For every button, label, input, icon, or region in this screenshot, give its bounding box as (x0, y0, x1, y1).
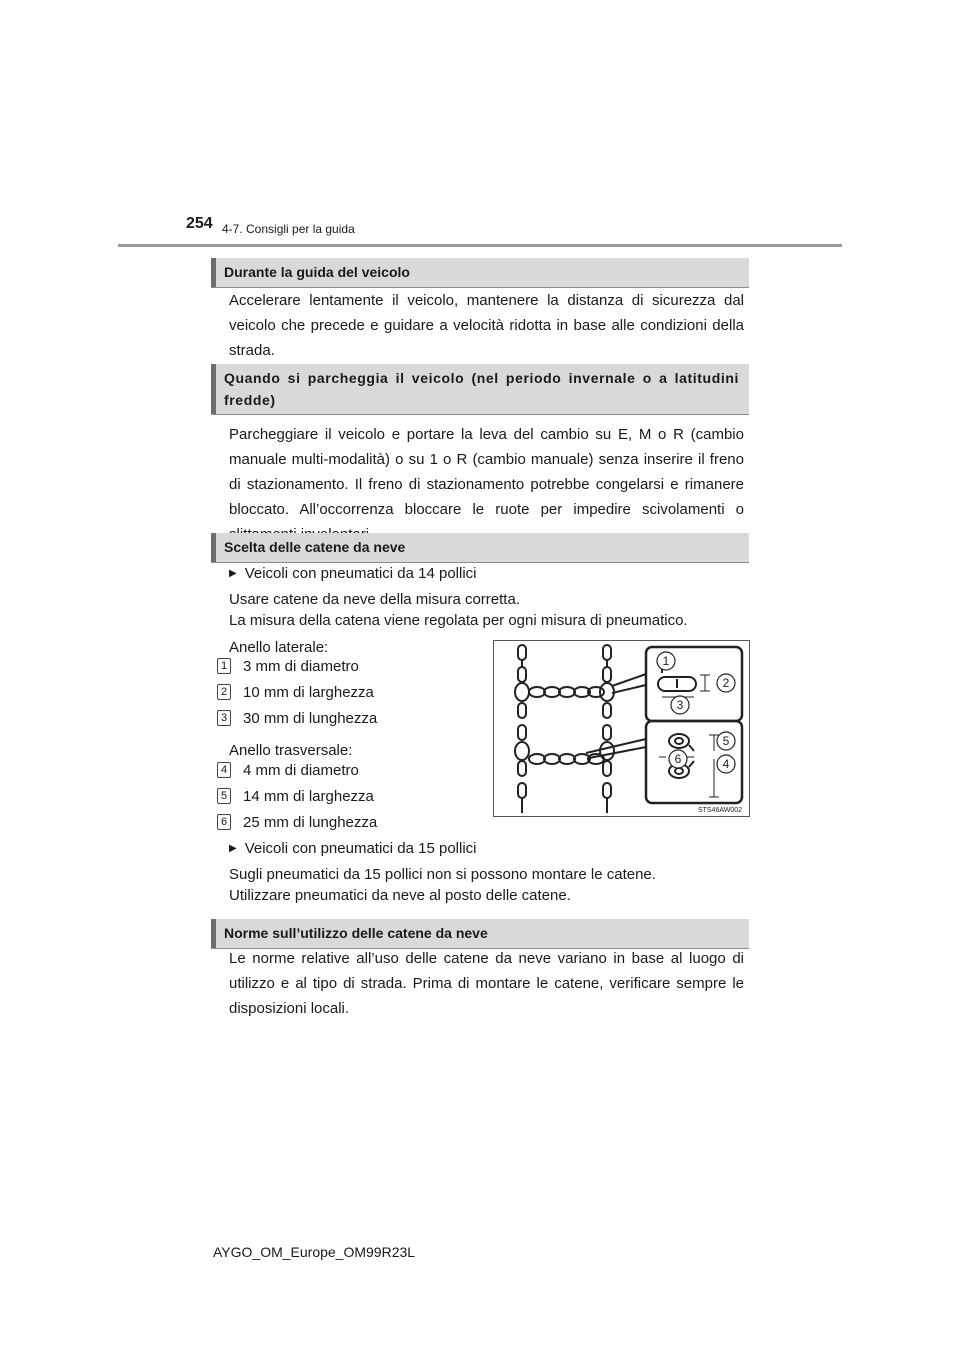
section-body-parking: Parcheggiare il veicolo e portare la leva del cambio su E, M o R (cambio manuale multi-modalità) o su 1 o R (cambio manuale) senza inserire il freno di stazionamento. Il freno di stazionamento potrebbe congelarsi e rimanere bloccato. All’occorrenza bloccare le ruote per impedire scivolamenti o (229, 426, 744, 518)
snow-chain-figure (493, 640, 750, 817)
callout-badge-2: 2 (217, 684, 231, 700)
bullet-14-inch (229, 563, 477, 584)
section-heading-parking: Quando si parcheggia il veicolo (nel periodo invernale o a latitudini fredde) (211, 364, 749, 415)
callout-badge-6: 6 (217, 814, 231, 830)
bullet-15-text: Veicoli con pneumatici da 15 pollici (244, 840, 477, 857)
section-heading-driving: Durante la guida del veicolo (211, 258, 749, 288)
side-ring-length: 30 mm di lunghezza (243, 710, 378, 727)
section-path: 4-7. Consigli per la guida (222, 222, 355, 236)
figure-callout-1: 1 (662, 654, 670, 668)
snow-chain-illustration (494, 641, 749, 816)
text-15-line-1: Sugli pneumatici da 15 pollici non si possono montare le catene. (229, 866, 656, 883)
cross-ring-label: Anello trasversale: (229, 742, 353, 759)
callout-badge-1: 1 (217, 658, 231, 674)
section-heading-chain-rules: Norme sull’utilizzo delle catene da neve (211, 919, 749, 949)
bullet-14-text: Veicoli con pneumatici da 14 pollici (244, 565, 477, 582)
text-14-line-2: La misura della catena viene regolata per ogni misura di pneumatico. (229, 612, 688, 629)
triangle-bullet-icon: ▶ (229, 568, 237, 579)
cross-ring-width: 14 mm di larghezza (243, 788, 374, 805)
callout-badge-3: 3 (217, 710, 231, 726)
callout-badge-4: 4 (217, 762, 231, 778)
side-ring-diameter: 3 mm di diametro (243, 658, 359, 675)
section-body-chain-rules: Le norme relative all’uso delle catene da neve variano in base al luogo di utilizzo e al tipo di strada. Prima di montare le catene, verificare sempre le disposizioni locali. (229, 950, 744, 1017)
cross-ring-length: 25 mm di lunghezza (243, 814, 378, 831)
header-rule (118, 244, 842, 247)
side-ring-width: 10 mm di larghezza (243, 684, 374, 701)
document-id: AYGO_OM_Europe_OM99R23L (213, 1244, 416, 1260)
figure-callout-2: 2 (722, 676, 730, 690)
callout-badge-5: 5 (217, 788, 231, 804)
section-heading-chain-choice: Scelta delle catene da neve (211, 533, 749, 563)
bullet-15-inch (229, 838, 477, 859)
cross-ring-diameter: 4 mm di diametro (243, 762, 359, 779)
page-number: 254 (186, 215, 213, 232)
section-body-driving: Accelerare lentamente il veicolo, mantenere la distanza di sicurezza dal veicolo che precede e guidare a velocità ridotta in base alle condizioni della strada. (229, 292, 744, 359)
side-ring-label: Anello laterale: (229, 639, 329, 656)
text-15-line-2: Utilizzare pneumatici da neve al posto delle catene. (229, 887, 571, 904)
triangle-bullet-icon: ▶ (229, 843, 237, 854)
figure-callout-5: 5 (722, 734, 730, 748)
text-14-line-1: Usare catene da neve della misura corretta. (229, 591, 520, 608)
figure-callout-3: 3 (676, 698, 684, 712)
figure-code: STS46AW002 (697, 807, 743, 814)
figure-callout-4: 4 (722, 757, 730, 771)
figure-callout-6: 6 (674, 752, 682, 766)
